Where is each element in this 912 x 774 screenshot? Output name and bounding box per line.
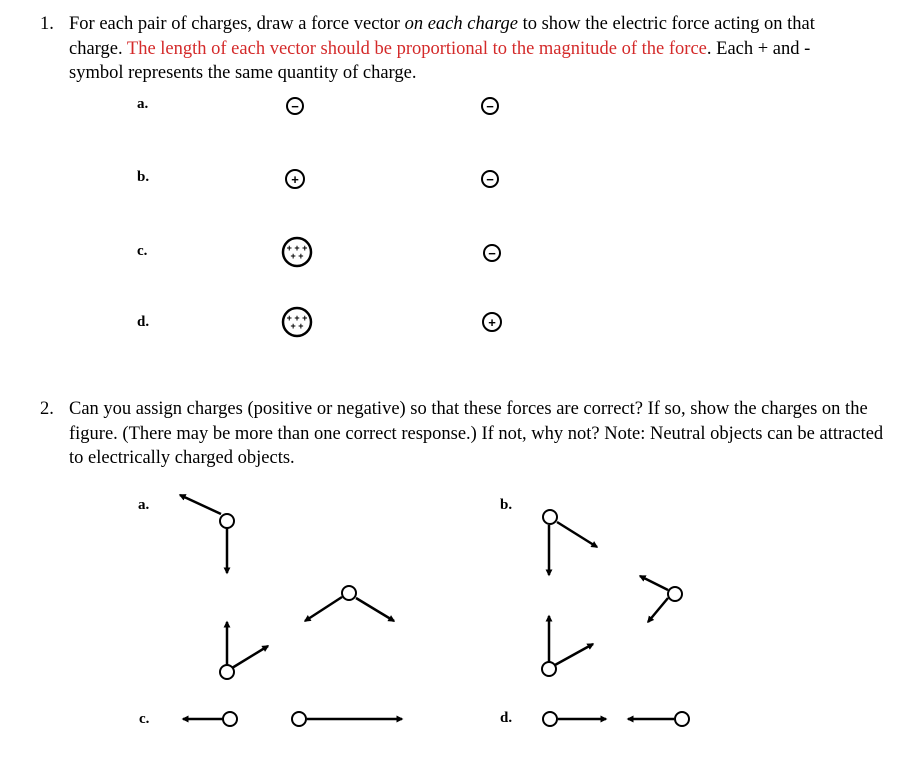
q1-red-instruction: The length of each vector should be proportional to the magnitude of the force (126, 38, 707, 59)
q2-label-b: b. (500, 497, 513, 513)
q1-text-part1: For each pair of charges, draw a force vector (69, 14, 405, 34)
q1-label-a: a. (137, 96, 149, 112)
q1-label-d: d. (137, 314, 150, 330)
svg-text:−: − (488, 246, 496, 261)
force-arrow-a2-right (232, 646, 268, 668)
q1-text-part3: to show the electric force acting on that charge. (69, 14, 815, 59)
object-b2 (542, 662, 556, 676)
force-arrow-a3-right (356, 598, 394, 621)
object-c1 (223, 712, 237, 726)
svg-text:+: + (291, 172, 299, 187)
svg-text:+ +: + + (290, 321, 304, 331)
question-2-text: Can you assign charges (positive or negative) so that these forces are correct? If so, show the charges on the figure. (There may be more than one correct response.) If not, why not? Note: Neutral objects can be attracted to electrically charged objects. (69, 399, 884, 468)
svg-text:+ +: + + (290, 251, 304, 261)
question-1-number: 1. (40, 14, 54, 34)
object-b1 (543, 510, 557, 524)
object-a3 (342, 586, 356, 600)
svg-text:−: − (486, 99, 494, 114)
q1-label-b: b. (137, 169, 150, 185)
force-arrow-a1-up (180, 495, 221, 514)
object-b3 (668, 587, 682, 601)
force-arrow-b3-up (640, 576, 668, 590)
q2-label-d: d. (500, 710, 513, 726)
object-d2 (675, 712, 689, 726)
svg-text:−: − (486, 172, 494, 187)
force-arrow-a3-left (305, 597, 342, 621)
question-2-number: 2. (40, 399, 54, 419)
object-d1 (543, 712, 557, 726)
force-arrow-b3-down (648, 598, 668, 622)
svg-text:+: + (488, 315, 496, 330)
svg-text:+ + +: + + + (286, 243, 308, 253)
q1-label-c: c. (137, 243, 148, 259)
object-c2 (292, 712, 306, 726)
q2-label-a: a. (138, 497, 150, 513)
q1-text-part4: . Each + and - symbol represents the same quantity of charge. (69, 38, 811, 83)
object-a1 (220, 514, 234, 528)
force-arrow-b1-right (557, 522, 597, 547)
svg-text:−: − (291, 99, 299, 114)
force-arrow-b2-right (555, 644, 593, 665)
object-a2 (220, 665, 234, 679)
q1-text-emphasis: on each charge (404, 14, 518, 34)
svg-text:+ + +: + + + (286, 313, 308, 323)
q2-label-c: c. (139, 711, 150, 727)
